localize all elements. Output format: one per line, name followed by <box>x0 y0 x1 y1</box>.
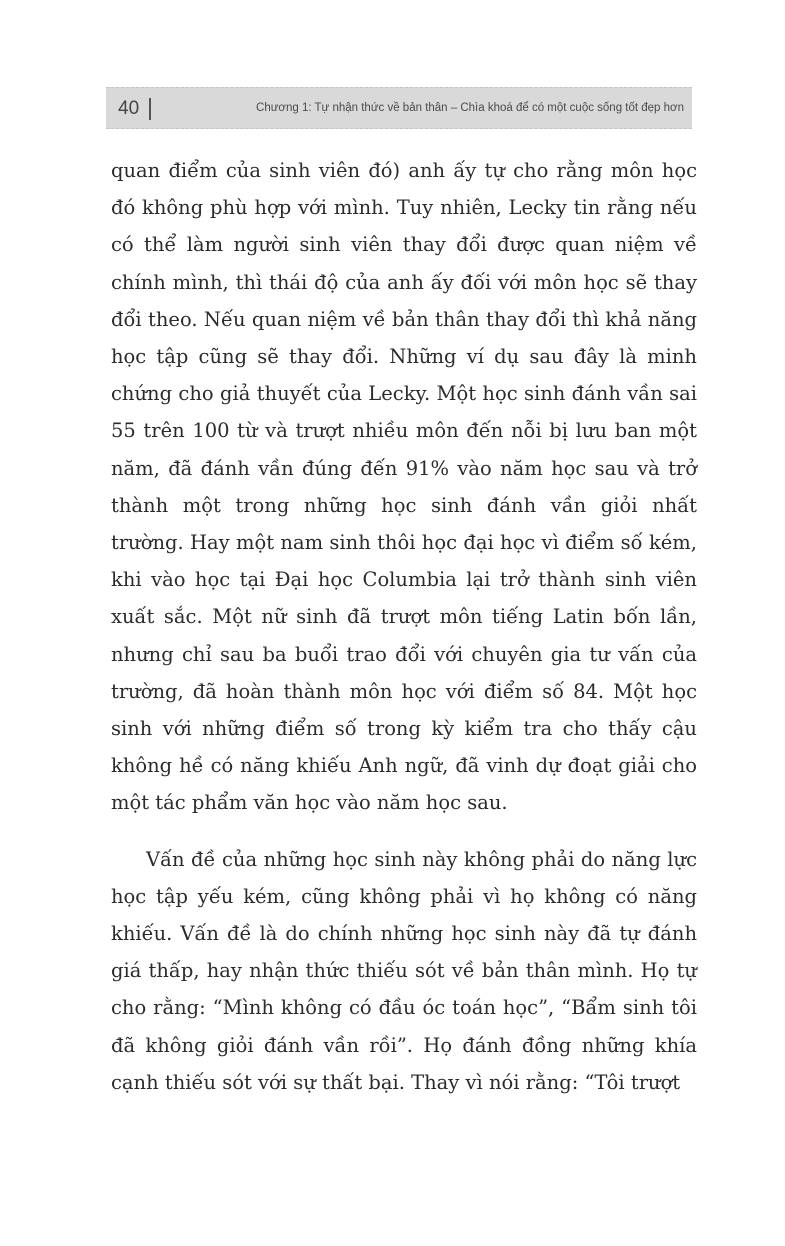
page-number: 40 <box>118 98 140 119</box>
running-header-bar <box>106 87 692 129</box>
chapter-title: Chương 1: Tự nhận thức về bản thân – Chìa khoá để có một cuộc sống tốt đẹp hơn <box>256 102 684 114</box>
paragraph: quan điểm của sinh viên đó) anh ấy tự cho rằng môn học đó không phù hợp với mình. Tuy nhiên, Lecky tin rằng nếu có thể làm người sinh viên thay đổi được quan niệm về chính mình, thì thái độ của anh ấy đối với môn học sẽ thay đổi theo. Nếu quan niệm về bản thân thay đổi thì khả năng học tập cũng sẽ thay đổi. Những ví dụ sau đây là minh chứng cho giả thuyết của Lecky. Một học sinh đánh vần sai 55 trên 100 từ và trượt nhiều môn đến nỗi bị lưu ban một năm, đã đánh vần đúng đến 91% vào năm học sau và trở thành một trong những học sinh đánh vần giỏi nhất trường. Hay một nam sinh thôi học đại học vì điểm số kém, khi vào học tại Đại học Columbia lại trở thành sinh viên xuất sắc. Một nữ sinh đã trượt môn tiếng Latin bốn lần, nhưng chỉ sau ba buổi trao đổi với chuyên gia tư vấn của trường, đã hoàn thành môn học với điểm số 84. Một học sinh với những điểm số trong kỳ kiểm tra cho thấy cậu không hề có năng khiếu Anh ngữ, đã vinh dự đoạt giải cho một tác phẩm văn học vào năm học sau. <box>111 159 697 815</box>
page-body <box>111 152 697 1101</box>
paragraph: Vấn đề của những học sinh này không phải do năng lực học tập yếu kém, cũng không phải vì họ không có năng khiếu. Vấn đề là do chính những học sinh này đã tự đánh giá thấp, hay nhận thức thiếu sót về bản thân mình. Họ tự cho rằng: “Mình không có đầu óc toán học”, “Bẩm sinh tôi đã không giỏi đánh vần rồi”. Họ đánh đồng những khía cạnh thiếu sót với sự thất bại. Thay vì nói rằng: “Tôi trượt <box>111 847 697 1094</box>
page-number-divider <box>149 98 151 120</box>
